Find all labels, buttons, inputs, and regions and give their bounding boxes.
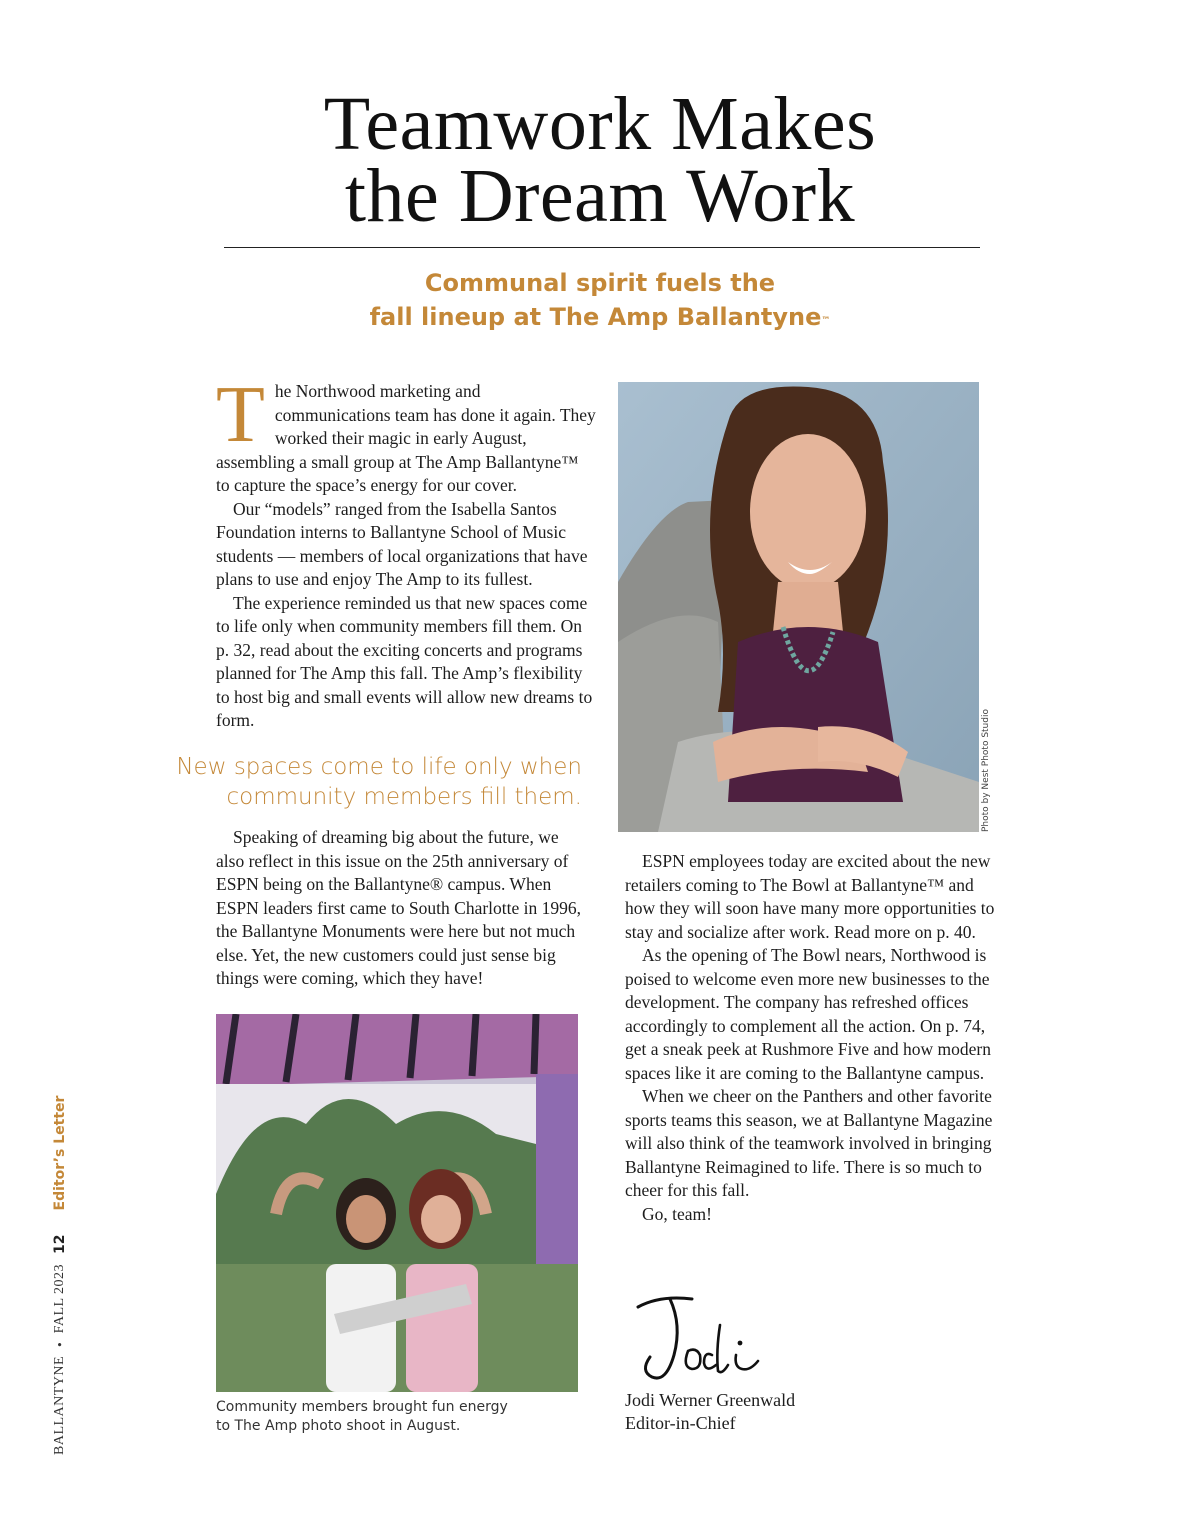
- right-column: [625, 850, 995, 1226]
- paragraph: Speaking of dreaming big about the future, we also reflect in this issue on the 25th anniversary of ESPN being on the Ballantyne® campus. When ESPN leaders first came to South Charlotte in 1996, the Ballantyne Monuments were here but not much else. Yet, the new customers could just sense big things were coming, which they have!: [216, 827, 582, 988]
- folio-issue: FALL 2023: [52, 1263, 67, 1334]
- folio-separator: •: [53, 1341, 67, 1348]
- signature-icon: [630, 1285, 770, 1395]
- pull-quote-line-1: New spaces come to life only when: [176, 754, 582, 780]
- title-line-1: Teamwork Makes: [323, 82, 877, 166]
- left-column-top: [216, 371, 596, 733]
- caption-line-1: Community members brought fun energy: [216, 1399, 508, 1415]
- title-divider: [224, 247, 980, 248]
- subtitle-line-1: Communal spirit fuels the: [424, 269, 776, 297]
- signature-name: Jodi Werner Greenwald: [625, 1390, 796, 1410]
- photo-caption: [216, 1398, 576, 1436]
- signature-graphic: [630, 1285, 770, 1395]
- article-title: [0, 82, 1200, 238]
- community-photo-illustration: [216, 1014, 578, 1392]
- pull-quote: [120, 752, 582, 812]
- paragraph: As the opening of The Bowl nears, Northwood is poised to welcome even more new businesses to the development. The company has refreshed offices accordingly to complement all the action. On p. 74, get a sneak peek at Rushmore Five and how modern spaces like it are coming to the Ballantyne campus.: [625, 945, 991, 1083]
- signature-title: Editor-in-Chief: [625, 1413, 736, 1433]
- trademark-symbol: ™: [821, 316, 831, 326]
- paragraph: Go, team!: [642, 1203, 712, 1224]
- folio-section: Editor’s Letter: [52, 1095, 68, 1211]
- signature-block: [625, 1389, 925, 1435]
- left-column-middle: [216, 826, 591, 991]
- drop-cap: T: [216, 371, 265, 459]
- editor-portrait-illustration: [618, 382, 979, 832]
- paragraph: ESPN employees today are excited about the new retailers coming to The Bowl at Ballantyne™ and how they will soon have many more opportunities to stay and socialize after work. Read more on p. 40.: [625, 851, 995, 942]
- paragraph: When we cheer on the Panthers and other favorite sports teams this season, we at Ballantyne Magazine will also think of the teamwork involved in bringing Ballantyne Reimagined to life. There is so much to cheer for this fall.: [625, 1086, 993, 1200]
- folio-magazine: BALLANTYNE: [52, 1355, 67, 1455]
- folio-page-number: 12: [52, 1234, 68, 1254]
- article-subtitle: [0, 266, 1200, 334]
- side-folio: [45, 1095, 75, 1455]
- editor-portrait-photo: [618, 382, 979, 832]
- title-line-2: the Dream Work: [344, 154, 856, 238]
- pull-quote-line-2: community members fill them.: [226, 784, 582, 810]
- caption-line-2: to The Amp photo shoot in August.: [216, 1418, 461, 1434]
- paragraph: The experience reminded us that new spaces come to life only when community members fill them. On p. 32, read about the exciting concerts and programs planned for The Amp this fall. The Amp’s flexibility to host big and small events will allow new dreams to form.: [216, 592, 593, 730]
- subtitle-line-2: fall lineup at The Amp Ballantyne™: [369, 303, 831, 331]
- community-photo: [216, 1014, 578, 1392]
- paragraph: he Northwood marketing and communications team has done it again. They worked their magic in early August, assembling a small group at The Amp Ballantyne™ to capture the space’s energy for our cover.: [216, 381, 596, 495]
- photo-credit: Photo by Nest Photo Studio: [981, 709, 991, 832]
- paragraph: Our “models” ranged from the Isabella Santos Foundation interns to Ballantyne School of Music students — members of local organizations that have plans to use and enjoy The Amp to its fullest.: [216, 498, 588, 589]
